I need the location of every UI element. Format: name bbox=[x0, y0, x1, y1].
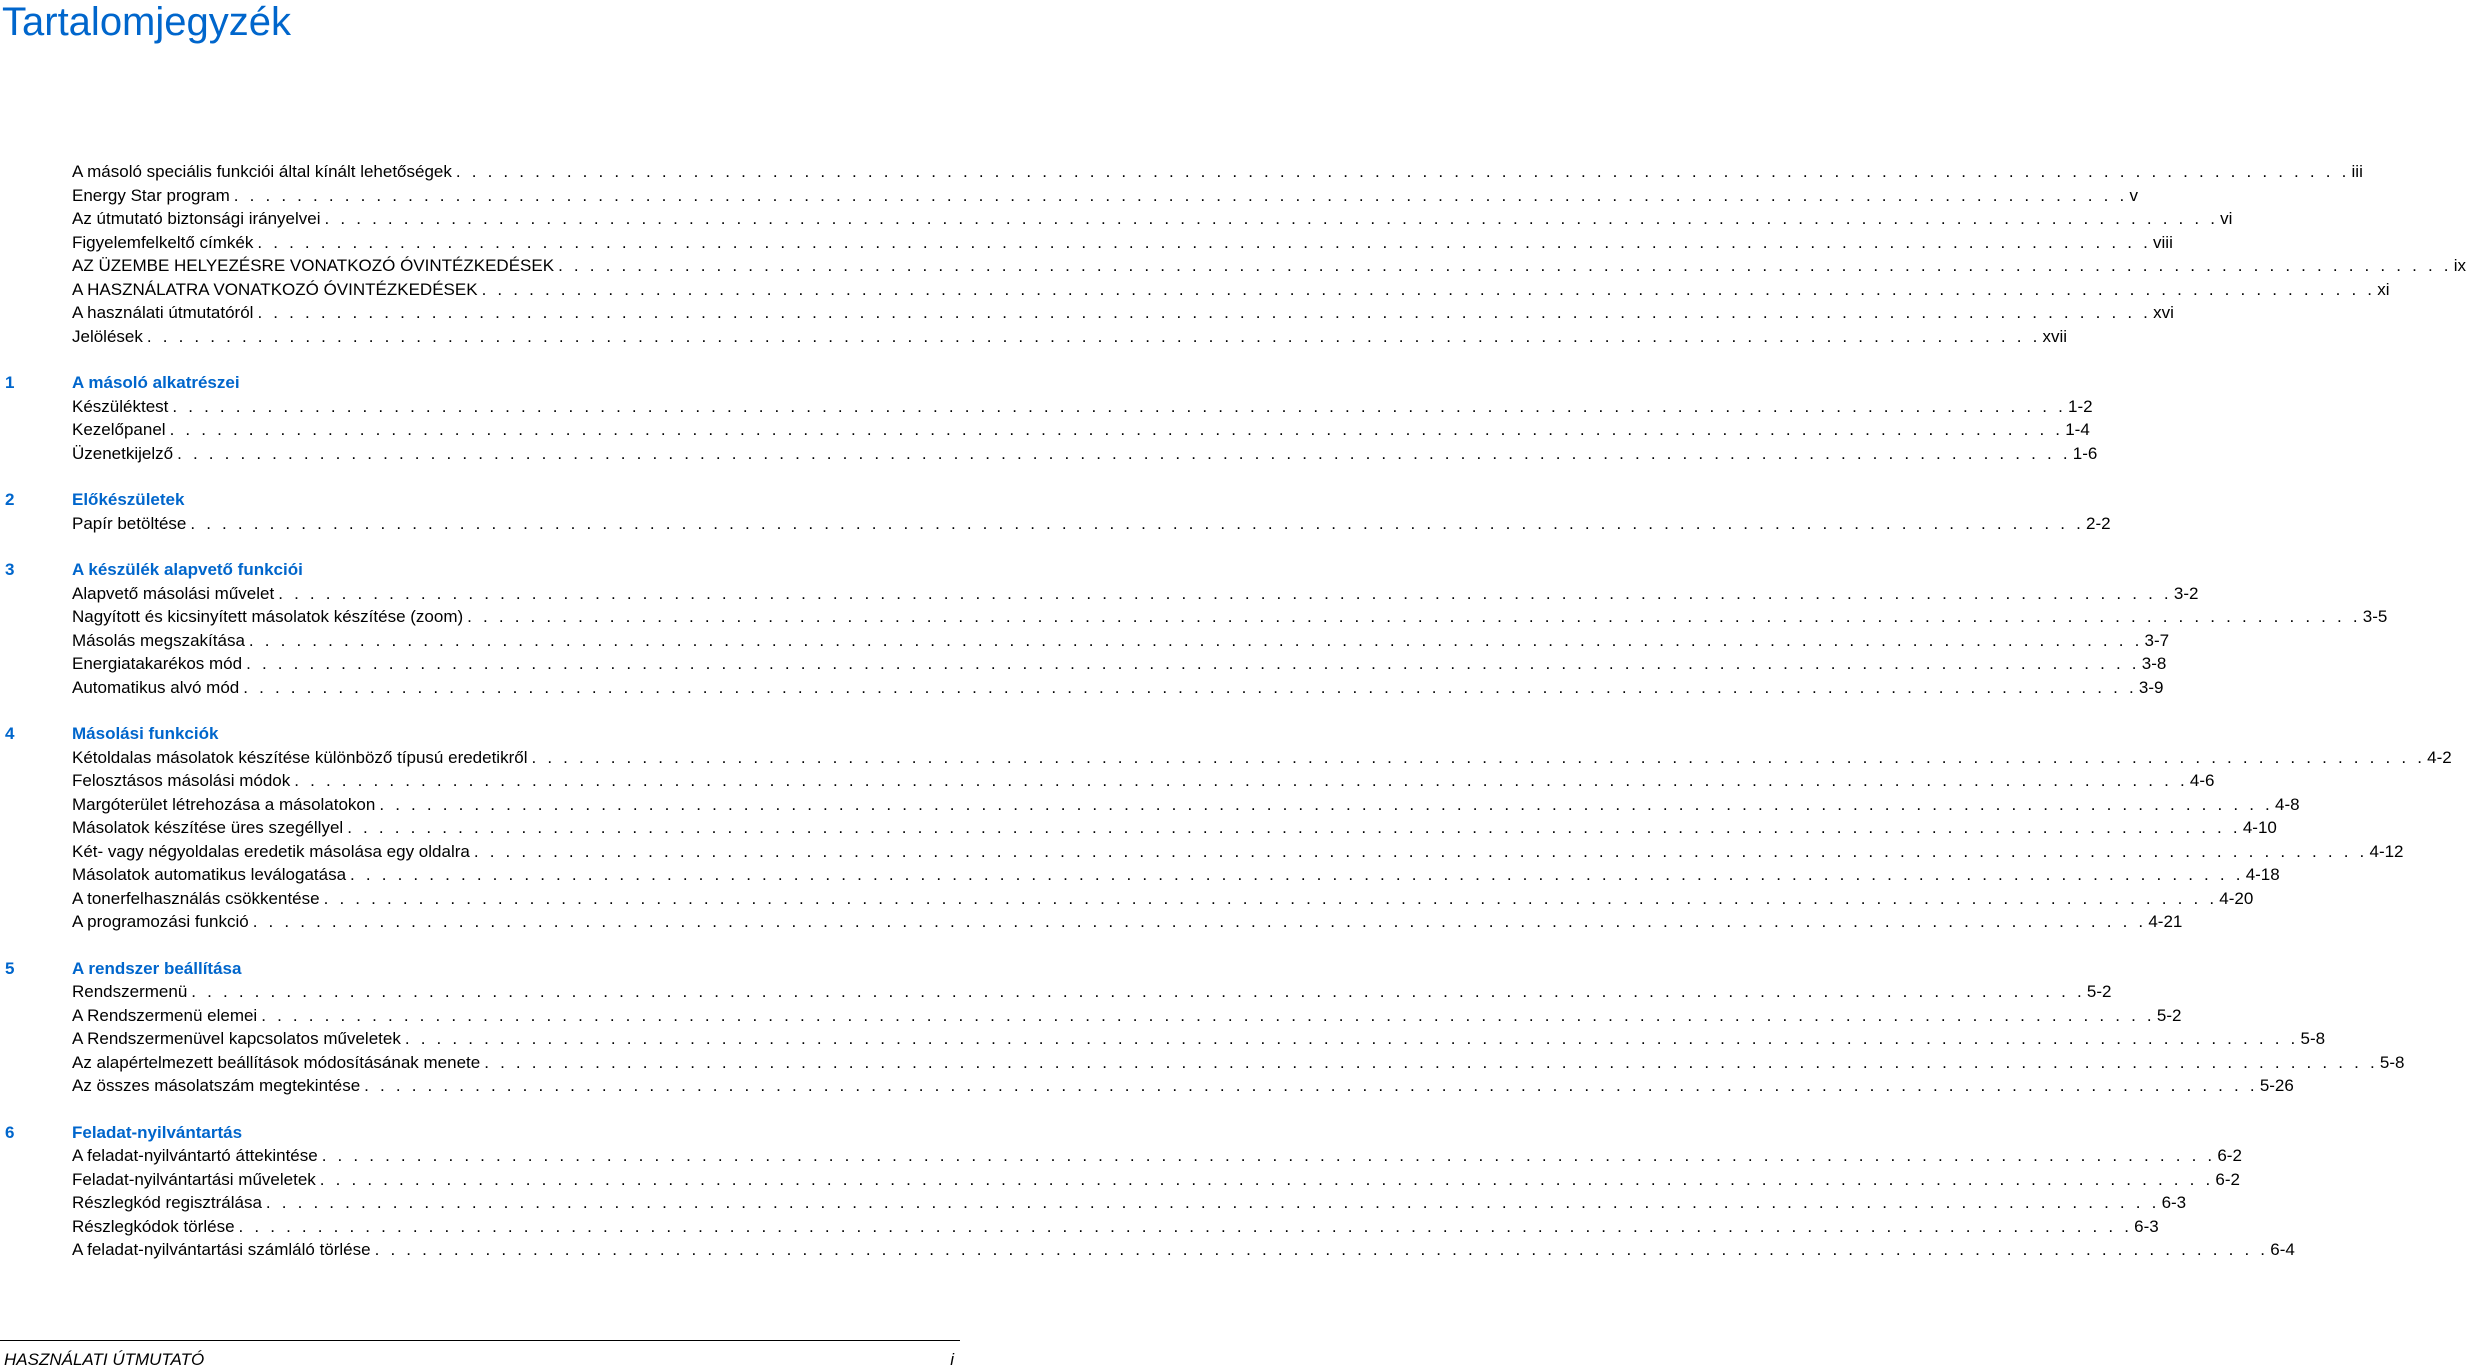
dot-leader: . . . . . . . . . . . . . . . . . . . . . . . . . . . . . . . . . . . . . . . . . . . . . . . . . . . . . . . . . . . . . . . . . . . . . . . . . . . . . . . . . . . . . . . . . . . . . . . . . . . . . . . . . . . . . . . . . . . . . . . . bbox=[243, 677, 2137, 697]
toc-entry-page: 6-3 bbox=[2161, 1193, 2187, 1212]
toc-entry-page: iii bbox=[2351, 162, 2363, 181]
dot-leader: . . . . . . . . . . . . . . . . . . . . . . . . . . . . . . . . . . . . . . . . . . . . . . . . . . . . . . . . . . . . . . . . . . . . . . . . . . . . . . . . . . . . . . . . . . . . . . . . . . . . . . . . . . . . . . . . . . . . . . . . bbox=[252, 912, 2147, 931]
dot-leader: . . . . . . . . . . . . . . . . . . . . . . . . . . . . . . . . . . . . . . . . . . . . . . . . . . . . . . . . . . . . . . . . . . . . . . . . . . . . . . . . . . . . . . . . . . . . . . . . . . . . . . . . . . . . . . . . . . . . . . . . bbox=[238, 1216, 2133, 1236]
dot-leader: . . . . . . . . . . . . . . . . . . . . . . . . . . . . . . . . . . . . . . . . . . . . . . . . . . . . . . . . . . . . . . . . . . . . . . . . . . . . . . . . . . . . . . . . . . . . . . . . . . . . . . . . . . . . . . . . . . . . . . . . bbox=[233, 185, 2128, 205]
footer-page-number: i bbox=[950, 1350, 954, 1369]
toc-entry[interactable] bbox=[72, 184, 2138, 208]
dot-leader: . . . . . . . . . . . . . . . . . . . . . . . . . . . . . . . . . . . . . . . . . . . . . . . . . . . . . . . . . . . . . . . . . . . . . . . . . . . . . . . . . . . . . . . . . . . . . . . . . . . . . . . . . . . . . . . . . . . . . . . . bbox=[531, 747, 2426, 767]
toc-entry[interactable] bbox=[72, 676, 2164, 700]
toc-entry[interactable] bbox=[72, 746, 2452, 770]
toc-entry-label: Az összes másolatszám megtekintése bbox=[72, 1076, 361, 1095]
toc-entry-label: Kezelőpanel bbox=[72, 420, 166, 439]
dot-leader: . . . . . . . . . . . . . . . . . . . . . . . . . . . . . . . . . . . . . . . . . . . . . . . . . . . . . . . . . . . . . . . . . . . . . . . . . . . . . . . . . . . . . . . . . . . . . . . . . . . . . . . . . . . . . . . . . . . . . . . . bbox=[379, 794, 2273, 814]
toc-entry[interactable] bbox=[72, 231, 2173, 255]
toc-entry[interactable] bbox=[72, 793, 2300, 817]
toc-entry-label: Alapvető másolási művelet bbox=[72, 583, 275, 603]
dot-leader: . . . . . . . . . . . . . . . . . . . . . . . . . . . . . . . . . . . . . . . . . . . . . . . . . . . . . . . . . . . . . . . . . . . . . . . . . . . . . . . . . . . . . . . . . . . . . . . . . . . . . . . . . . . . . . . . . . . . . . . . bbox=[278, 583, 2172, 603]
toc-entry[interactable] bbox=[72, 160, 2363, 184]
chapter-number: 6 bbox=[5, 1122, 15, 1142]
toc-entry[interactable] bbox=[72, 325, 2068, 349]
toc-entry[interactable] bbox=[72, 980, 2112, 1004]
toc-entry-label: Másolatok automatikus leválogatása bbox=[72, 865, 347, 884]
toc-entry[interactable] bbox=[72, 910, 2183, 934]
chapter-heading[interactable] bbox=[0, 488, 960, 512]
page-title: Tartalomjegyzék bbox=[2, 0, 292, 44]
chapter-number: 3 bbox=[5, 560, 15, 579]
toc-entry-label: Feladat-nyilvántartási műveletek bbox=[72, 1169, 316, 1189]
toc-entry-page: 5-26 bbox=[2259, 1076, 2294, 1095]
toc-entry-label: Az alapértelmezett beállítások módosításának menete bbox=[72, 1052, 481, 1072]
toc-entry-page: xi bbox=[2377, 279, 2390, 299]
chapter-number: 2 bbox=[5, 490, 15, 509]
toc-entry-page: 6-2 bbox=[2215, 1169, 2240, 1189]
toc-entry[interactable] bbox=[72, 418, 2090, 442]
toc-entry-page: 4-18 bbox=[2245, 865, 2280, 884]
dot-leader: . . . . . . . . . . . . . . . . . . . . . . . . . . . . . . . . . . . . . . . . . . . . . . . . . . . . . . . . . . . . . . . . . . . . . . . . . . . . . . . . . . . . . . . . . . . . . . . . . . . . . . . . . . . . . . . . . . . . . . . . bbox=[481, 279, 2376, 299]
toc-entry-label: Másolatok készítése üres szegéllyel bbox=[72, 818, 344, 837]
chapter-number: 4 bbox=[5, 724, 15, 743]
chapter-number: 1 bbox=[5, 373, 15, 392]
toc-entry[interactable] bbox=[72, 1191, 2187, 1215]
toc-entry-page: 4-2 bbox=[2427, 747, 2452, 767]
dot-leader: . . . . . . . . . . . . . . . . . . . . . . . . . . . . . . . . . . . . . . . . . . . . . . . . . . . . . . . . . . . . . . . . . . . . . . . . . . . . . . . . . . . . . . . . . . . . . . . . . . . . . . . . . . . . . . . . . . . . . . . . bbox=[467, 607, 2361, 626]
toc-entry-page: 1-6 bbox=[2072, 443, 2098, 463]
toc-entry-label: A feladat-nyilvántartási számláló törlése bbox=[72, 1240, 371, 1259]
dot-leader: . . . . . . . . . . . . . . . . . . . . . . . . . . . . . . . . . . . . . . . . . . . . . . . . . . . . . . . . . . . . . . . . . . . . . . . . . . . . . . . . . . . . . . . . . . . . . . . . . . . . . . . . . . . . . . . . . . . . . . . . bbox=[257, 303, 2152, 322]
chapter-heading[interactable] bbox=[0, 722, 960, 746]
toc-entry[interactable] bbox=[72, 1051, 2405, 1075]
toc-entry[interactable] bbox=[72, 1004, 2182, 1028]
toc-entry-label: A használati útmutatóról bbox=[72, 303, 254, 322]
dot-leader: . . . . . . . . . . . . . . . . . . . . . . . . . . . . . . . . . . . . . . . . . . . . . . . . . . . . . . . . . . . . . . . . . . . . . . . . . . . . . . . . . . . . . . . . . . . . . . . . . . . . . . . . . . . . . . . . . . . . . . . . bbox=[350, 865, 2244, 884]
toc-entry-label: A programozási funkció bbox=[72, 912, 249, 931]
chapter-title: Előkészületek bbox=[72, 490, 185, 509]
chapter-title: A készülék alapvető funkciói bbox=[72, 560, 303, 579]
dot-leader: . . . . . . . . . . . . . . . . . . . . . . . . . . . . . . . . . . . . . . . . . . . . . . . . . . . . . . . . . . . . . . . . . . . . . . . . . . . . . . . . . . . . . . . . . . . . . . . . . . . . . . . . . . . . . . . . . . . . . . . . bbox=[347, 818, 2241, 837]
toc-entry-page: 4-12 bbox=[2369, 841, 2404, 861]
dot-leader: . . . . . . . . . . . . . . . . . . . . . . . . . . . . . . . . . . . . . . . . . . . . . . . . . . . . . . . . . . . . . . . . . . . . . . . . . . . . . . . . . . . . . . . . . . . . . . . . . . . . . . . . . . . . . . . . . . . . . . . . bbox=[294, 771, 2188, 790]
toc-entry-page: viii bbox=[2153, 232, 2173, 252]
toc-entry-label: Részlegkódok törlése bbox=[72, 1216, 235, 1236]
toc-entry-page: v bbox=[2129, 185, 2138, 205]
dot-leader: . . . . . . . . . . . . . . . . . . . . . . . . . . . . . . . . . . . . . . . . . . . . . . . . . . . . . . . . . . . . . . . . . . . . . . . . . . . . . . . . . . . . . . . . . . . . . . . . . . . . . . . . . . . . . . . . . . . . . . . . bbox=[455, 162, 2350, 181]
toc-entry-page: 3-7 bbox=[2144, 630, 2170, 650]
toc-entry[interactable] bbox=[72, 816, 2277, 840]
dot-leader: . . . . . . . . . . . . . . . . . . . . . . . . . . . . . . . . . . . . . . . . . . . . . . . . . . . . . . . . . . . . . . . . . . . . . . . . . . . . . . . . . . . . . . . . . . . . . . . . . . . . . . . . . . . . . . . . . . . . . . . . bbox=[484, 1052, 2378, 1072]
dot-leader: . . . . . . . . . . . . . . . . . . . . . . . . . . . . . . . . . . . . . . . . . . . . . . . . . . . . . . . . . . . . . . . . . . . . . . . . . . . . . . . . . . . . . . . . . . . . . . . . . . . . . . . . . . . . . . . . . . . . . . . . bbox=[319, 1169, 2214, 1189]
toc-entry[interactable] bbox=[72, 582, 2199, 606]
toc-entry[interactable] bbox=[72, 395, 2093, 419]
toc-entry-label: A Rendszermenüvel kapcsolatos műveletek bbox=[72, 1029, 401, 1048]
toc-entry[interactable] bbox=[72, 1238, 2295, 1262]
toc-entry[interactable] bbox=[72, 512, 2111, 536]
toc-entry[interactable] bbox=[72, 887, 2254, 911]
chapter-heading[interactable] bbox=[0, 957, 960, 981]
toc-entry-label: Rendszermenü bbox=[72, 982, 188, 1001]
toc-entry-page: 2-2 bbox=[2086, 513, 2111, 533]
toc-entry-label: A másoló speciális funkciói által kínált lehetőségek bbox=[72, 162, 452, 181]
toc-entry-label: A Rendszermenü elemei bbox=[72, 1005, 258, 1025]
dot-leader: . . . . . . . . . . . . . . . . . . . . . . . . . . . . . . . . . . . . . . . . . . . . . . . . . . . . . . . . . . . . . . . . . . . . . . . . . . . . . . . . . . . . . . . . . . . . . . . . . . . . . . . . . . . . . . . . . . . . . . . . bbox=[473, 841, 2368, 861]
toc-entry-page: 5-2 bbox=[2086, 982, 2112, 1001]
dot-leader: . . . . . . . . . . . . . . . . . . . . . . . . . . . . . . . . . . . . . . . . . . . . . . . . . . . . . . . . . . . . . . . . . . . . . . . . . . . . . . . . . . . . . . . . . . . . . . . . . . . . . . . . . . . . . . . . . . . . . . . . bbox=[177, 443, 2071, 463]
dot-leader: . . . . . . . . . . . . . . . . . . . . . . . . . . . . . . . . . . . . . . . . . . . . . . . . . . . . . . . . . . . . . . . . . . . . . . . . . . . . . . . . . . . . . . . . . . . . . . . . . . . . . . . . . . . . . . . . . . . . . . . . bbox=[265, 1193, 2160, 1212]
dot-leader: . . . . . . . . . . . . . . . . . . . . . . . . . . . . . . . . . . . . . . . . . . . . . . . . . . . . . . . . . . . . . . . . . . . . . . . . . . . . . . . . . . . . . . . . . . . . . . . . . . . . . . . . . . . . . . . . . . . . . . . . bbox=[146, 326, 2041, 346]
toc-entry[interactable] bbox=[72, 254, 2466, 278]
footer-divider bbox=[0, 1340, 960, 1341]
dot-leader: . . . . . . . . . . . . . . . . . . . . . . . . . . . . . . . . . . . . . . . . . . . . . . . . . . . . . . . . . . . . . . . . . . . . . . . . . . . . . . . . . . . . . . . . . . . . . . . . . . . . . . . . . . . . . . . . . . . . . . . . bbox=[558, 256, 2452, 275]
toc-entry-label: Üzenetkijelző bbox=[72, 443, 174, 463]
toc-entry-page: 4-21 bbox=[2148, 912, 2183, 931]
toc-entry-label: Energy Star program bbox=[72, 185, 230, 205]
toc-entry[interactable] bbox=[72, 1168, 2240, 1192]
toc-entry-page: 5-2 bbox=[2156, 1005, 2182, 1025]
toc-entry[interactable] bbox=[72, 769, 2215, 793]
chapter-heading[interactable] bbox=[0, 1121, 960, 1145]
toc-entry-label: AZ ÜZEMBE HELYEZÉSRE VONATKOZÓ ÓVINTÉZKEDÉSEK bbox=[72, 256, 555, 275]
toc-entry-page: 3-9 bbox=[2138, 677, 2164, 697]
toc-entry-page: 5-8 bbox=[2300, 1029, 2326, 1048]
chapter-heading[interactable] bbox=[0, 558, 960, 582]
dot-leader: . . . . . . . . . . . . . . . . . . . . . . . . . . . . . . . . . . . . . . . . . . . . . . . . . . . . . . . . . . . . . . . . . . . . . . . . . . . . . . . . . . . . . . . . . . . . . . . . . . . . . . . . . . . . . . . . . . . . . . . . bbox=[321, 1146, 2216, 1165]
toc-entry-label: Jelölések bbox=[72, 326, 143, 346]
toc-entry[interactable] bbox=[72, 442, 2098, 466]
toc-entry-page: 1-2 bbox=[2068, 396, 2093, 416]
chapter-title: Másolási funkciók bbox=[72, 724, 219, 743]
toc-entry[interactable] bbox=[72, 1027, 2326, 1051]
toc-entry-page: 6-2 bbox=[2217, 1146, 2242, 1165]
footer-manual-title: HASZNÁLATI ÚTMUTATÓ bbox=[4, 1350, 205, 1369]
toc-entry-page: 6-4 bbox=[2270, 1240, 2295, 1259]
toc-entry-label: Másolás megszakítása bbox=[72, 630, 245, 650]
toc-entry-label: A feladat-nyilvántartó áttekintése bbox=[72, 1146, 318, 1165]
toc-entry-label: Energiatakarékos mód bbox=[72, 654, 243, 673]
toc-entry[interactable] bbox=[72, 605, 2388, 629]
toc-entry-page: 3-2 bbox=[2173, 583, 2199, 603]
dot-leader: . . . . . . . . . . . . . . . . . . . . . . . . . . . . . . . . . . . . . . . . . . . . . . . . . . . . . . . . . . . . . . . . . . . . . . . . . . . . . . . . . . . . . . . . . . . . . . . . . . . . . . . . . . . . . . . . . . . . . . . . bbox=[404, 1029, 2299, 1048]
toc-entry-page: xvi bbox=[2153, 303, 2174, 322]
dot-leader: . . . . . . . . . . . . . . . . . . . . . . . . . . . . . . . . . . . . . . . . . . . . . . . . . . . . . . . . . . . . . . . . . . . . . . . . . . . . . . . . . . . . . . . . . . . . . . . . . . . . . . . . . . . . . . . . . . . . . . . . bbox=[246, 654, 2140, 673]
chapter-title: A rendszer beállítása bbox=[72, 958, 242, 978]
chapter-title: A másoló alkatrészei bbox=[72, 373, 240, 392]
dot-leader: . . . . . . . . . . . . . . . . . . . . . . . . . . . . . . . . . . . . . . . . . . . . . . . . . . . . . . . . . . . . . . . . . . . . . . . . . . . . . . . . . . . . . . . . . . . . . . . . . . . . . . . . . . . . . . . . . . . . . . . . bbox=[324, 209, 2219, 228]
toc-entry[interactable] bbox=[72, 1215, 2159, 1239]
toc-entry-page: 5-8 bbox=[2379, 1052, 2405, 1072]
toc-entry-page: 4-8 bbox=[2274, 794, 2300, 814]
toc-entry-label: Az útmutató biztonsági irányelvei bbox=[72, 209, 321, 228]
table-of-contents bbox=[0, 160, 2466, 1262]
toc-entry-label: Felosztásos másolási módok bbox=[72, 771, 291, 790]
toc-entry-page: 1-4 bbox=[2065, 420, 2090, 439]
toc-entry[interactable] bbox=[72, 301, 2174, 325]
toc-entry-label: Figyelemfelkeltő címkék bbox=[72, 232, 254, 252]
toc-entry[interactable] bbox=[72, 863, 2280, 887]
dot-leader: . . . . . . . . . . . . . . . . . . . . . . . . . . . . . . . . . . . . . . . . . . . . . . . . . . . . . . . . . . . . . . . . . . . . . . . . . . . . . . . . . . . . . . . . . . . . . . . . . . . . . . . . . . . . . . . . . . . . . . . . bbox=[374, 1240, 2269, 1259]
toc-entry[interactable] bbox=[72, 652, 2167, 676]
toc-entry-page: xvii bbox=[2042, 326, 2068, 346]
toc-entry-label: A HASZNÁLATRA VONATKOZÓ ÓVINTÉZKEDÉSEK bbox=[72, 279, 478, 299]
toc-entry-page: vi bbox=[2220, 209, 2233, 228]
toc-entry[interactable] bbox=[72, 1144, 2242, 1168]
toc-entry-page: 3-5 bbox=[2362, 607, 2388, 626]
toc-entry-label: Margóterület létrehozása a másolatokon bbox=[72, 794, 376, 814]
toc-entry-label: Papír betöltése bbox=[72, 513, 187, 533]
dot-leader: . . . . . . . . . . . . . . . . . . . . . . . . . . . . . . . . . . . . . . . . . . . . . . . . . . . . . . . . . . . . . . . . . . . . . . . . . . . . . . . . . . . . . . . . . . . . . . . . . . . . . . . . . . . . . . . . . . . . . . . . bbox=[169, 420, 2064, 439]
chapter-number: 5 bbox=[5, 958, 15, 978]
toc-entry-label: Nagyított és kicsinyített másolatok készítése (zoom) bbox=[72, 607, 464, 626]
toc-entry-label: Automatikus alvó mód bbox=[72, 677, 240, 697]
toc-entry-page: 3-8 bbox=[2141, 654, 2167, 673]
chapter-heading[interactable] bbox=[0, 371, 960, 395]
toc-entry[interactable] bbox=[72, 840, 2404, 864]
toc-entry-label: Két- vagy négyoldalas eredetik másolása egy oldalra bbox=[72, 841, 470, 861]
dot-leader: . . . . . . . . . . . . . . . . . . . . . . . . . . . . . . . . . . . . . . . . . . . . . . . . . . . . . . . . . . . . . . . . . . . . . . . . . . . . . . . . . . . . . . . . . . . . . . . . . . . . . . . . . . . . . . . . . . . . . . . . bbox=[364, 1076, 2258, 1095]
toc-entry-label: Részlegkód regisztrálása bbox=[72, 1193, 262, 1212]
toc-entry-label: Kétoldalas másolatok készítése különböző típusú eredetikről bbox=[72, 747, 528, 767]
toc-entry-page: 4-20 bbox=[2219, 888, 2254, 908]
toc-entry-page: ix bbox=[2453, 256, 2466, 275]
toc-entry[interactable] bbox=[72, 278, 2390, 302]
toc-entry-page: 6-3 bbox=[2134, 1216, 2159, 1236]
toc-entry-page: 4-10 bbox=[2242, 818, 2277, 837]
dot-leader: . . . . . . . . . . . . . . . . . . . . . . . . . . . . . . . . . . . . . . . . . . . . . . . . . . . . . . . . . . . . . . . . . . . . . . . . . . . . . . . . . . . . . . . . . . . . . . . . . . . . . . . . . . . . . . . . . . . . . . . . bbox=[191, 982, 2085, 1001]
toc-entry[interactable] bbox=[72, 629, 2170, 653]
toc-entry[interactable] bbox=[72, 1074, 2294, 1098]
toc-entry[interactable] bbox=[72, 207, 2233, 231]
dot-leader: . . . . . . . . . . . . . . . . . . . . . . . . . . . . . . . . . . . . . . . . . . . . . . . . . . . . . . . . . . . . . . . . . . . . . . . . . . . . . . . . . . . . . . . . . . . . . . . . . . . . . . . . . . . . . . . . . . . . . . . . bbox=[261, 1005, 2155, 1025]
dot-leader: . . . . . . . . . . . . . . . . . . . . . . . . . . . . . . . . . . . . . . . . . . . . . . . . . . . . . . . . . . . . . . . . . . . . . . . . . . . . . . . . . . . . . . . . . . . . . . . . . . . . . . . . . . . . . . . . . . . . . . . . bbox=[172, 396, 2067, 416]
toc-entry-label: A tonerfelhasználás csökkentése bbox=[72, 888, 320, 908]
dot-leader: . . . . . . . . . . . . . . . . . . . . . . . . . . . . . . . . . . . . . . . . . . . . . . . . . . . . . . . . . . . . . . . . . . . . . . . . . . . . . . . . . . . . . . . . . . . . . . . . . . . . . . . . . . . . . . . . . . . . . . . . bbox=[248, 630, 2143, 650]
dot-leader: . . . . . . . . . . . . . . . . . . . . . . . . . . . . . . . . . . . . . . . . . . . . . . . . . . . . . . . . . . . . . . . . . . . . . . . . . . . . . . . . . . . . . . . . . . . . . . . . . . . . . . . . . . . . . . . . . . . . . . . . bbox=[257, 232, 2152, 252]
dot-leader: . . . . . . . . . . . . . . . . . . . . . . . . . . . . . . . . . . . . . . . . . . . . . . . . . . . . . . . . . . . . . . . . . . . . . . . . . . . . . . . . . . . . . . . . . . . . . . . . . . . . . . . . . . . . . . . . . . . . . . . . bbox=[190, 513, 2084, 533]
dot-leader: . . . . . . . . . . . . . . . . . . . . . . . . . . . . . . . . . . . . . . . . . . . . . . . . . . . . . . . . . . . . . . . . . . . . . . . . . . . . . . . . . . . . . . . . . . . . . . . . . . . . . . . . . . . . . . . . . . . . . . . . bbox=[323, 888, 2218, 908]
chapter-title: Feladat-nyilvántartás bbox=[72, 1122, 243, 1142]
toc-entry-label: Készüléktest bbox=[72, 396, 169, 416]
toc-entry-page: 4-6 bbox=[2189, 771, 2215, 790]
